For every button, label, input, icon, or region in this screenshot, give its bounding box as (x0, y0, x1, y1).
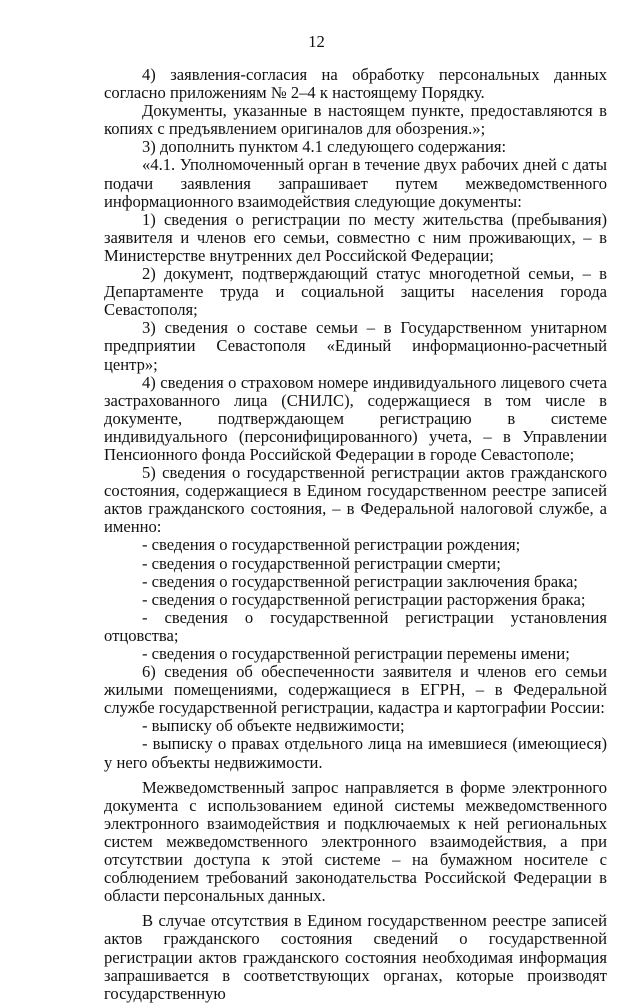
list-item-death: - сведения о государственной регистрации смерти; (142, 553, 501, 573)
list-item-marriage: - сведения о государственной регистрации заключения брака; (142, 571, 578, 591)
page-number: 12 (308, 32, 325, 51)
paragraph-clause-4-1: «4.1. Уполномоченный орган в течение двух рабочих дней с даты подачи заявления запрашивает путем межведомственного информационного взаимодействия следующие документы: (104, 155, 607, 211)
paragraph-interagency-request: Межведомственный запрос направляется в форме электронного документа с использованием единой системы межведомственного электронного взаимодействия и подключаемых к ней региональных систем межведомственного электронного взаимодействия, а при отсутствии доступа к этой системе – на бумажном носителе с соблюдением требований законодательства Российской Федерации в области персональных данных. (104, 777, 607, 906)
list-item-name-change: - сведения о государственной регистрации перемены имени; (142, 644, 570, 663)
list-item-birth: - сведения о государственной регистрации рождения; (142, 535, 521, 555)
paragraph-item-6-housing: 6) сведения об обеспеченности заявителя и членов его семьи жилыми помещениями, содержащиеся в ЕГРН, – в Федеральной службе государственной регистрации, кадастра и картографии России: (104, 662, 607, 718)
paragraph-item-1-registration: 1) сведения о регистрации по месту жительства (пребывания) заявителя и членов его семьи, совместно с ним проживающих, – в Министерстве внутренних дел Российской Федерации; (104, 209, 607, 265)
paragraph-item-3-family-composition: 3) сведения о составе семьи – в Государственном унитарном предприятии Севастополя «Единый информационно-расчетный центр»; (104, 318, 607, 374)
paragraph-amendment-3: 3) дополнить пунктом 4.1 следующего содержания: (142, 137, 507, 157)
paragraph-copies-note: Документы, указанные в настоящем пункте, предоставляются в копиях с предъявлением оригиналов для обозрения.»; (104, 101, 607, 139)
list-item-rights-extract: - выписку о правах отдельного лица на имевшиеся (имеющиеся) у него объекты недвижимости. (104, 734, 607, 772)
document-body (104, 66, 607, 1003)
paragraph-missing-records: В случае отсутствия в Едином государственном реестре записей актов гражданского состояния сведений о государственной регистрации актов гражданского состояния необходимая информация запрашивается в соответствующих органах, которые производят государственную (104, 911, 607, 1003)
paragraph-item-2-large-family: 2) документ, подтверждающий статус многодетной семьи, – в Департаменте труда и социальной защиты населения города Севастополя; (104, 264, 607, 320)
paragraph-item-4-consent: 4) заявления-согласия на обработку персональных данных согласно приложениям № 2–4 к настоящему Порядку. (104, 65, 607, 103)
paragraph-item-5-civil-status: 5) сведения о государственной регистрации актов гражданского состояния, содержащиеся в Едином государственном реестре записей актов гражданского состояния, – в Федеральной налоговой службе, а именно: (104, 463, 607, 537)
list-item-paternity: - сведения о государственной регистрации установления отцовства; (104, 607, 607, 645)
list-item-divorce: - сведения о государственной регистрации расторжения брака; (142, 589, 586, 609)
list-item-property-extract: - выписку об объекте недвижимости; (142, 716, 405, 736)
paragraph-item-4-snils: 4) сведения о страховом номере индивидуального лицевого счета застрахованного лица (СНИЛС), содержащиеся в том числе в документе, подтверждающем регистрацию в системе индивидуального (персонифицированного) учета, – в Управлении Пенсионного фонда Российской Федерации в городе Севастополе; (104, 372, 607, 464)
